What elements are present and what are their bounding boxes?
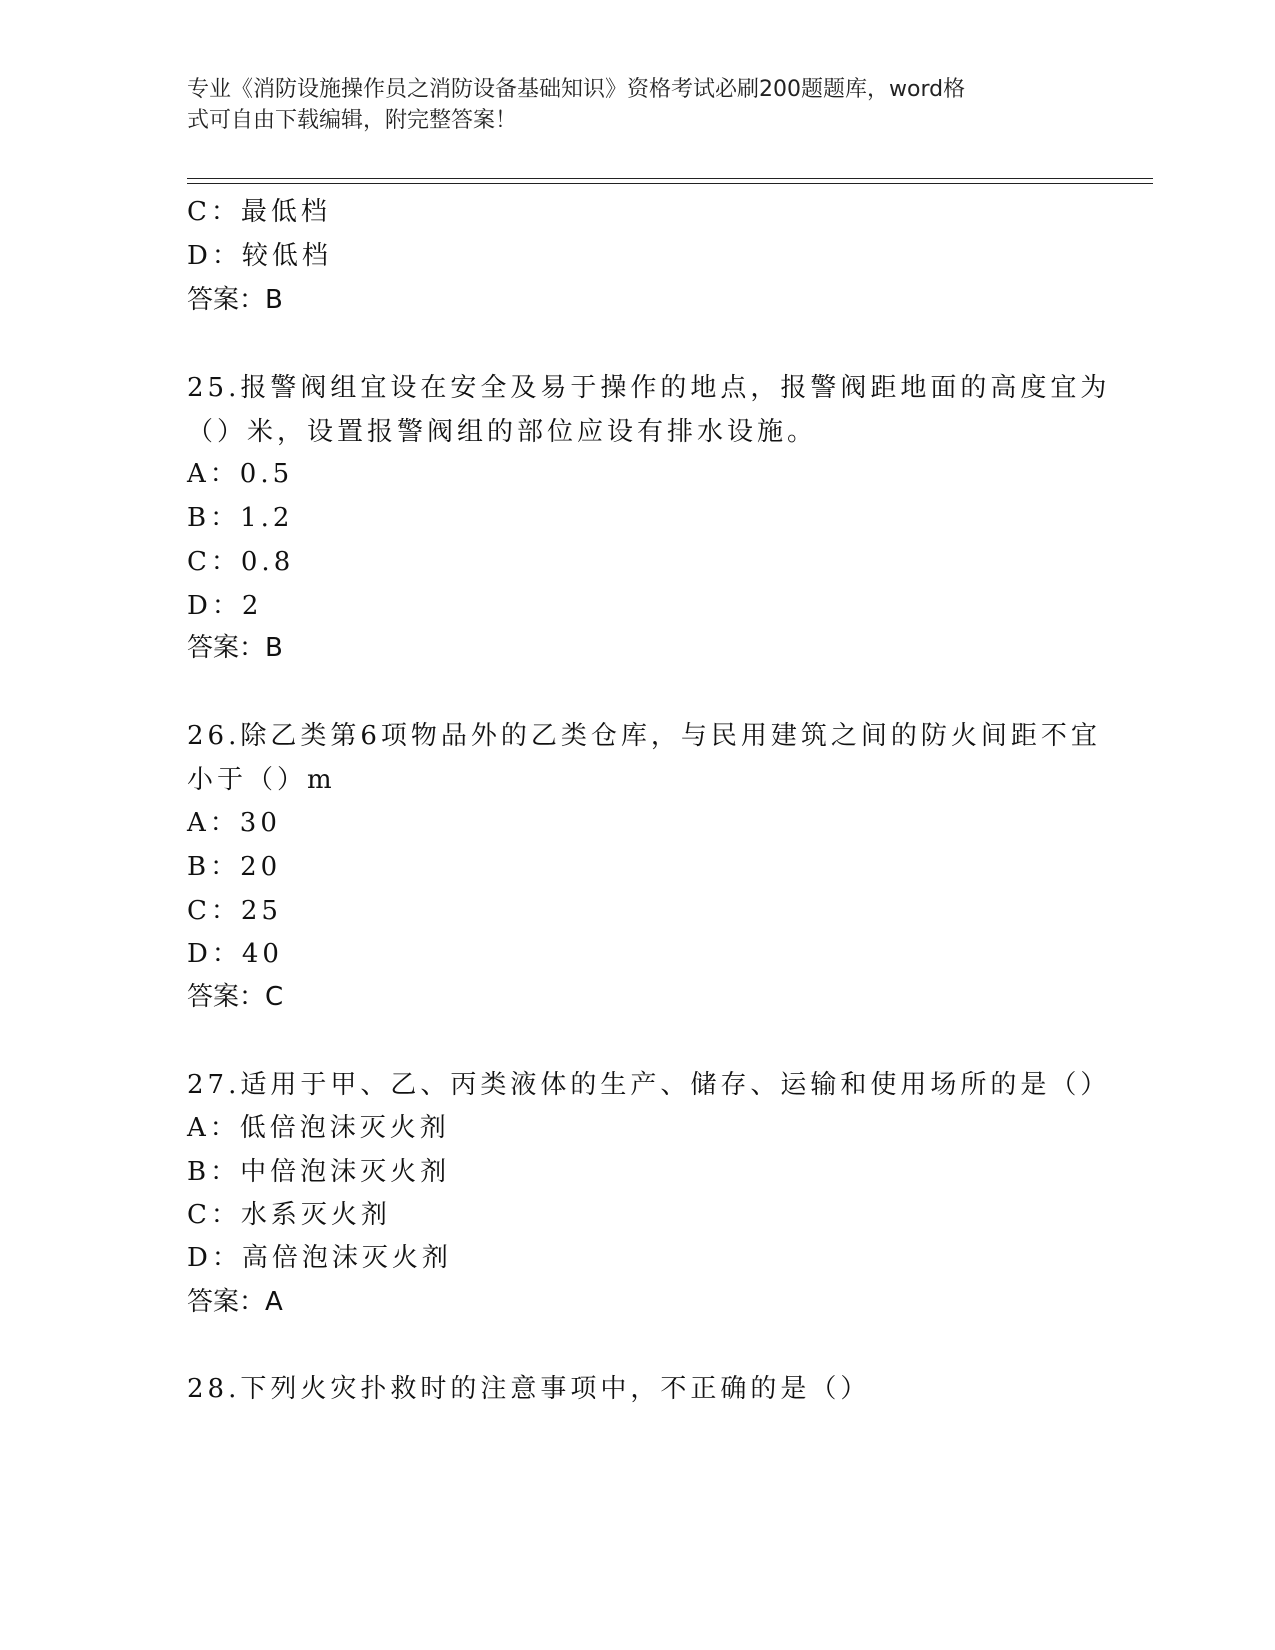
header-divider-bottom <box>187 183 1153 184</box>
q27-answer: 答案：A <box>187 1287 283 1317</box>
q25-option-c: C：0.8 <box>187 547 295 577</box>
q27-option-d: D：高倍泡沫灭火剂 <box>187 1243 452 1273</box>
question-26-stem-cont: 小于（）m <box>187 765 336 795</box>
header-line-1: 专业《消防设施操作员之消防设备基础知识》资格考试必刷200题题库，word格 <box>187 77 966 102</box>
answer-line: 答案：B <box>187 285 283 315</box>
header-line-2: 式可自由下载编辑，附完整答案！ <box>187 108 518 133</box>
q25-answer: 答案：B <box>187 633 283 663</box>
question-26-stem: 26.除乙类第6项物品外的乙类仓库，与民用建筑之间的防火间距不宜 <box>187 721 1101 751</box>
question-28-stem: 28.下列火灾扑救时的注意事项中，不正确的是（） <box>187 1374 871 1404</box>
question-27-stem: 27.适用于甲、乙、丙类液体的生产、储存、运输和使用场所的是（） <box>187 1070 1111 1100</box>
q26-option-b: B：20 <box>187 852 282 882</box>
q26-option-d: D：40 <box>187 939 283 969</box>
q25-option-d: D：2 <box>187 591 263 621</box>
q27-option-c: C：水系灭火剂 <box>187 1200 391 1230</box>
header-divider-top <box>187 178 1153 179</box>
question-25-stem: 25.报警阀组宜设在安全及易于操作的地点，报警阀距地面的高度宜为 <box>187 373 1111 403</box>
option-c: C：最低档 <box>187 197 331 227</box>
document-header <box>187 74 1067 136</box>
q27-option-a: A：低倍泡沫灭火剂 <box>187 1113 450 1143</box>
question-25-stem-cont: （）米，设置报警阀组的部位应设有排水设施。 <box>187 417 818 447</box>
q26-option-a: A：30 <box>187 808 281 838</box>
q25-option-a: A：0.5 <box>187 459 294 489</box>
q27-option-b: B：中倍泡沫灭火剂 <box>187 1157 451 1187</box>
q26-option-c: C：25 <box>187 896 282 926</box>
q26-answer: 答案：C <box>187 982 284 1012</box>
q25-option-b: B：1.2 <box>187 503 294 533</box>
option-d: D：较低档 <box>187 241 332 271</box>
